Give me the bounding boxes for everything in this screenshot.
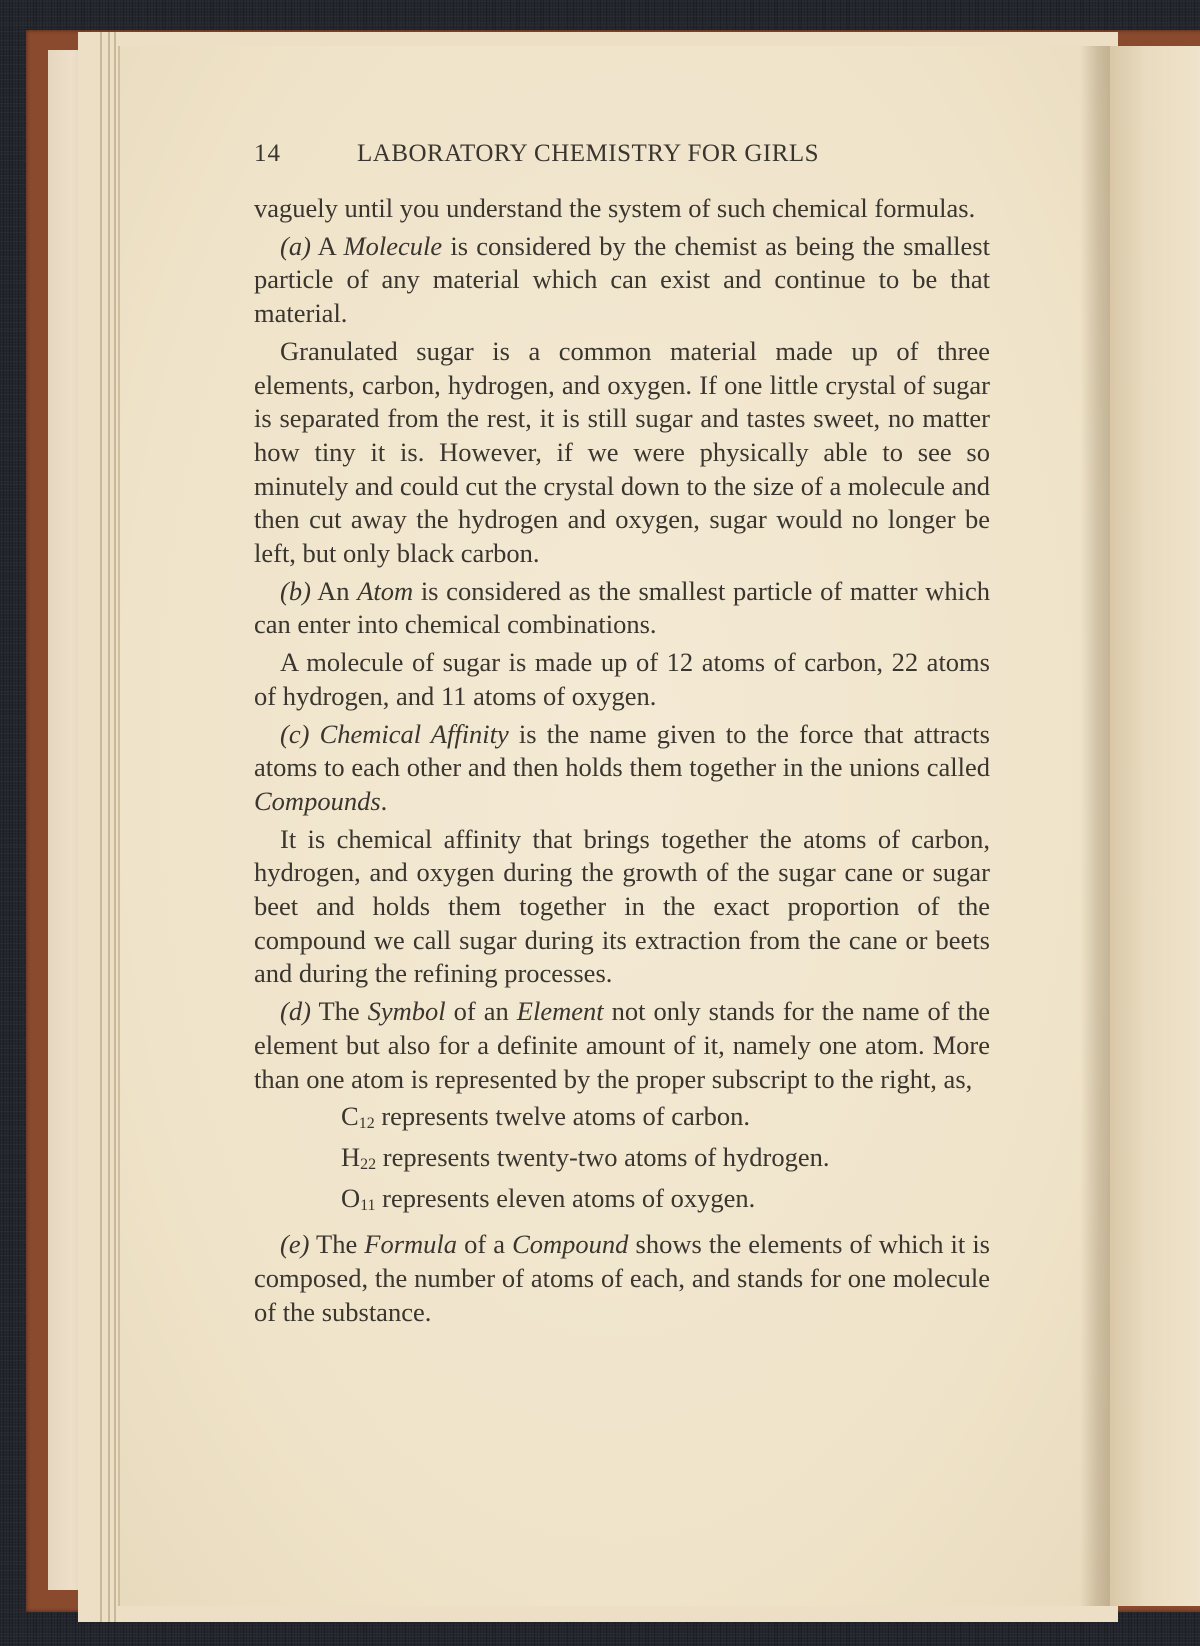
subscript: 11 [360, 1196, 376, 1214]
defined-term: Molecule [343, 230, 443, 261]
text-run: atoms of carbon, [693, 647, 892, 678]
item-label: (d) [280, 996, 311, 1027]
body-text [254, 192, 990, 1330]
subscript: 12 [358, 1115, 375, 1133]
item-label: (c) [280, 718, 310, 749]
element-symbol: O [341, 1182, 361, 1213]
running-head: LABORATORY CHEMISTRY FOR GIRLS [357, 140, 820, 167]
text-run: A [317, 230, 344, 261]
text-run: represents eleven atoms of oxygen. [375, 1182, 756, 1213]
defined-term: Compound [512, 1229, 629, 1260]
text-run: . [380, 785, 388, 816]
defined-term: Formula [364, 1229, 458, 1260]
element-symbol: C [341, 1101, 359, 1132]
leaf-edge [114, 32, 116, 1622]
text-run: An [317, 575, 358, 606]
number: 22 [891, 647, 919, 678]
paragraph [254, 192, 990, 226]
element-symbol: H [341, 1141, 361, 1172]
formula-example [341, 1182, 990, 1223]
defined-term: Compounds [254, 785, 381, 816]
text-run: represents twenty-two atoms of hydrogen. [376, 1141, 830, 1172]
paragraph-text: It is chemical affinity that brings together the atoms of carbon, hydrogen, and oxygen during the growth of the sugar cane or sugar beet and holds them together in the exact proportion of the compound we call sugar during its extraction from the cane or beets and during the refining processes. [254, 823, 990, 989]
formula-example [341, 1141, 990, 1182]
text-run: The [318, 996, 368, 1027]
paragraph [254, 646, 990, 713]
text-run: shows the elements of which it is composed, the number of atoms of each, and stands for one molecule of the substance. [254, 1229, 990, 1327]
defined-term: Element [516, 996, 604, 1027]
item-label: (b) [280, 575, 311, 606]
text-run: is the name given to the force that attracts atoms to each other and then holds them together in the unions called [254, 718, 990, 783]
formula-examples [341, 1100, 990, 1222]
gutter-shadow [1080, 46, 1110, 1606]
leaf-edge [108, 32, 110, 1622]
text-run: is considered as the smallest particle of matter which can enter into chemical combinations. [254, 575, 990, 640]
defined-term: Symbol [367, 996, 446, 1027]
text-run: represents twelve atoms of carbon. [374, 1101, 750, 1132]
subscript: 22 [360, 1155, 377, 1173]
number: 11 [440, 680, 467, 711]
definition-molecule [254, 230, 990, 331]
paragraph [254, 823, 990, 992]
page-number: 14 [254, 140, 281, 167]
defined-term: Chemical Affinity [319, 718, 509, 749]
paragraph-text: Granulated sugar is a common material made up of three elements, carbon, hydrogen, and oxygen. If one little crystal of sugar is separated from the rest, it is still sugar and tastes sweet, no matter how tiny it is. However, if we were physically able to see so minutely and could cut the crystal down to the size of a molecule and then cut away the hydrogen and oxygen, sugar would no longer be left, but only black carbon. [254, 335, 990, 569]
facing-page-edge [1110, 46, 1200, 1606]
definition-symbol [254, 995, 990, 1096]
text-run: of a [457, 1229, 513, 1260]
definition-formula [254, 1228, 990, 1329]
text-run: atoms of hydrogen, and [254, 647, 990, 711]
formula-example [341, 1100, 990, 1141]
text-run: The [316, 1229, 365, 1260]
text-run: atoms of oxygen. [466, 680, 657, 711]
paragraph-text: vaguely until you understand the system of such chemical formulas. [254, 193, 976, 223]
item-label: (a) [280, 230, 311, 261]
text-run: of an [445, 996, 517, 1027]
item-label: (e) [280, 1229, 310, 1260]
leaf-edge [100, 32, 102, 1622]
paragraph [254, 335, 990, 571]
text-run: is considered by the chemist as being the smallest particle of any material which can exist and continue to be that material. [254, 230, 990, 329]
definition-chemical-affinity [254, 718, 990, 819]
text-run: not only stands for the name of the element but also for a definite amount of it, namely one atom. More than one atom is represented by the proper subscript to the right, as, [254, 996, 990, 1094]
definition-atom [254, 575, 990, 642]
number: 12 [666, 647, 694, 678]
text-run: A molecule of sugar is made up of [280, 647, 667, 678]
defined-term: Atom [357, 575, 414, 606]
